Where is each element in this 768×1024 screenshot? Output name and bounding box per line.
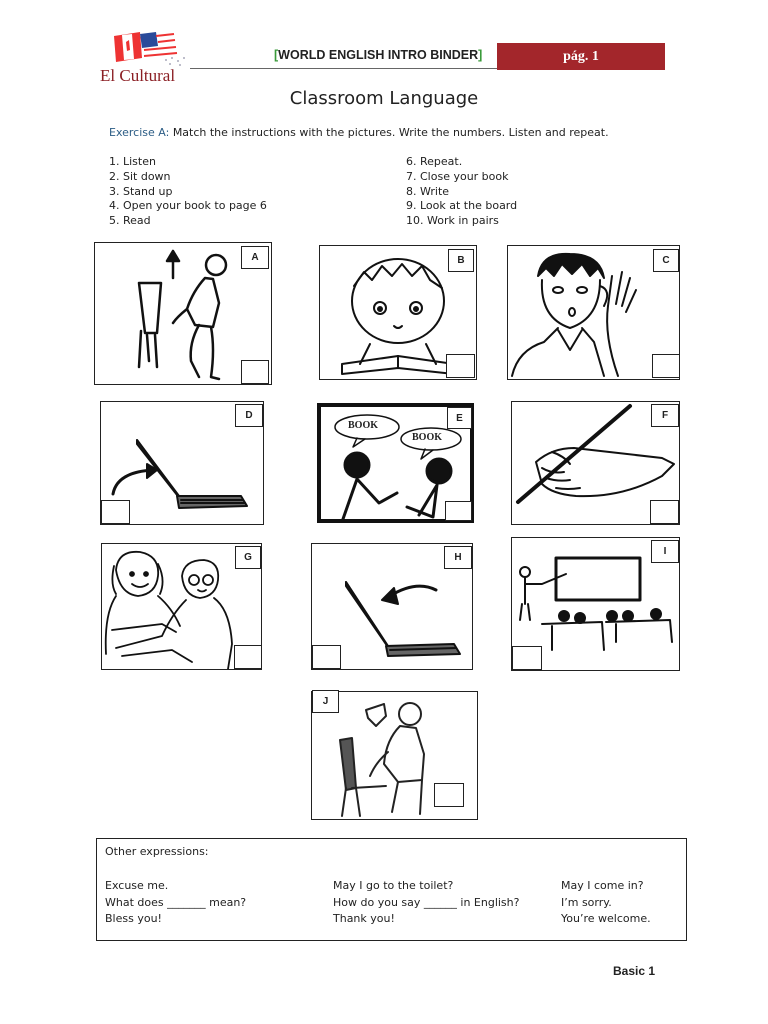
picture-label: E <box>447 407 472 429</box>
answer-box[interactable] <box>512 646 542 670</box>
picture-j <box>311 691 478 820</box>
logo-text: El Cultural <box>100 66 176 85</box>
expression-item: I’m sorry. <box>561 896 612 909</box>
bracket-open: [ <box>274 48 279 62</box>
answer-box[interactable] <box>650 500 679 524</box>
instruction-item: 7. Close your book <box>406 169 509 183</box>
exercise-label: Exercise A: <box>109 126 170 139</box>
picture-a <box>94 242 272 385</box>
other-expressions-box <box>96 838 687 941</box>
answer-box[interactable] <box>652 354 680 378</box>
picture-label: A <box>241 246 269 269</box>
picture-f <box>511 401 680 525</box>
expression-item: Bless you! <box>105 912 162 925</box>
picture-g <box>101 543 262 670</box>
picture-label: J <box>312 690 339 713</box>
page-number-badge: pág. 1 <box>497 43 665 70</box>
exercise-text: Match the instructions with the pictures. Write the numbers. Listen and repeat. <box>172 126 609 139</box>
expression-item: Thank you! <box>333 912 395 925</box>
picture-i <box>511 537 680 671</box>
picture-label: F <box>651 404 679 427</box>
answer-box[interactable] <box>446 354 475 378</box>
bracket-close: ] <box>478 48 483 62</box>
instruction-item: 4. Open your book to page 6 <box>109 199 267 213</box>
answer-box[interactable] <box>434 783 464 807</box>
answer-box[interactable] <box>312 645 341 669</box>
instruction-item: 10. Work in pairs <box>406 214 499 228</box>
expression-item: May I go to the toilet? <box>333 879 454 892</box>
binder-title-text: WORLD ENGLISH INTRO BINDER <box>278 48 479 62</box>
picture-label: B <box>448 249 474 272</box>
picture-label: D <box>235 404 263 427</box>
picture-label: I <box>651 540 679 563</box>
binder-title <box>274 48 482 62</box>
instruction-list-right <box>406 155 517 229</box>
picture-b <box>319 245 477 380</box>
instruction-item: 1. Listen <box>109 155 156 168</box>
expression-item: You’re welcome. <box>561 912 651 925</box>
speech-bubble-text: BOOK <box>412 432 443 443</box>
instruction-item: 9. Look at the board <box>406 199 518 213</box>
instruction-item: 5. Read <box>109 214 151 228</box>
picture-label: G <box>235 546 261 569</box>
answer-box[interactable] <box>445 501 472 521</box>
expression-item: How do you say ______ in English? <box>333 896 520 909</box>
picture-h <box>311 543 473 670</box>
picture-c <box>507 245 680 380</box>
answer-box[interactable] <box>241 360 269 384</box>
page-title: Classroom Language <box>289 88 479 109</box>
picture-d <box>100 401 264 525</box>
footer-level: Basic 1 <box>613 964 656 978</box>
instruction-item: 2. Sit down <box>109 169 171 183</box>
instruction-item: 8. Write <box>406 184 450 198</box>
expression-item: May I come in? <box>561 879 644 892</box>
speech-bubble-text: BOOK <box>348 420 379 431</box>
expressions-heading: Other expressions: <box>105 845 209 858</box>
instruction-item: 3. Stand up <box>109 184 173 198</box>
instruction-list-left <box>109 155 267 229</box>
picture-e <box>317 403 474 523</box>
instruction-item: 6. Repeat. <box>406 155 463 168</box>
picture-label: C <box>653 249 679 272</box>
picture-label: H <box>444 546 472 569</box>
expression-item: Excuse me. <box>105 879 169 892</box>
flags-icon <box>100 28 192 68</box>
expression-item: What does _______ mean? <box>105 896 247 909</box>
exercise-instruction <box>109 126 609 139</box>
answer-box[interactable] <box>234 645 262 669</box>
answer-box[interactable] <box>101 500 130 524</box>
